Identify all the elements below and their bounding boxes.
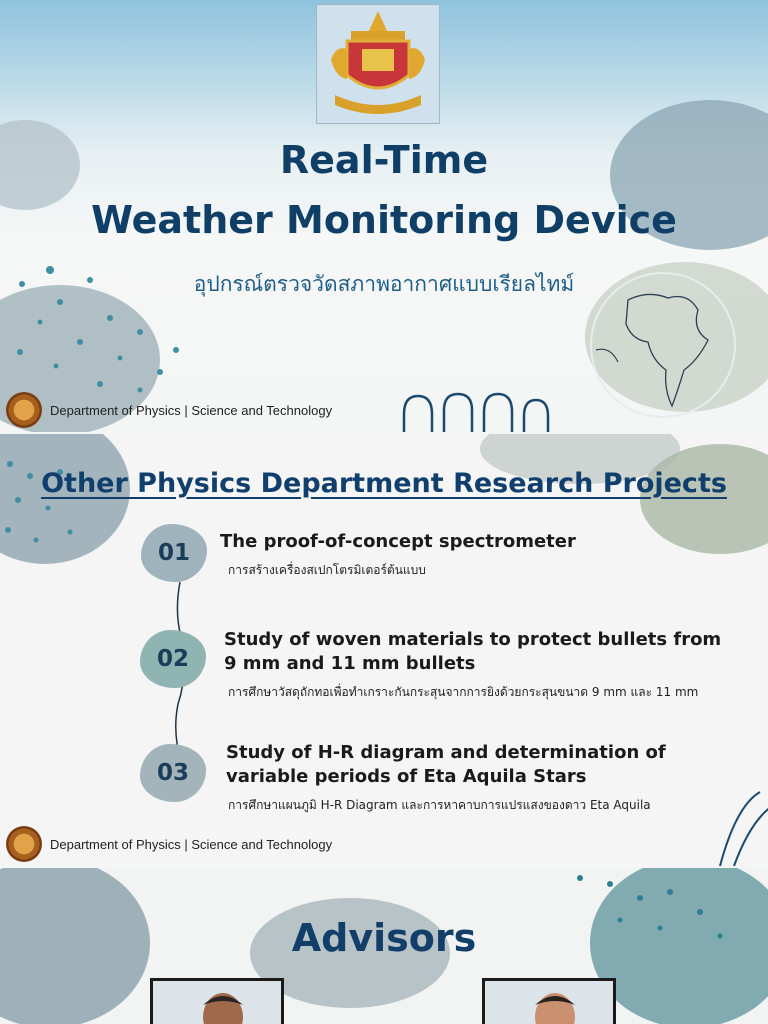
project-number-03: 03 — [140, 744, 206, 802]
title-slide — [0, 0, 768, 432]
projects-slide — [0, 434, 768, 866]
wave-decoration — [400, 392, 570, 432]
advisor-photo-1 — [150, 978, 284, 1024]
section-heading: Other Physics Department Research Projects — [41, 468, 727, 499]
title-line-1: Real-Time — [279, 138, 489, 182]
project-title-2-line-2: 9 mm and 11 mm bullets — [224, 653, 476, 674]
project-subtitle-3: การศึกษาแผนภูมิ H-R Diagram และการหาคาบการแปรแสงของดาว Eta Aquila — [228, 798, 651, 812]
subtitle-thai: อุปกรณ์ตรวจวัดสภาพอากาศแบบเรียลไทม์ — [193, 272, 575, 296]
project-title-3-line-1: Study of H-R diagram and determination of — [226, 742, 666, 763]
wave-decoration — [716, 786, 768, 866]
department-footer — [6, 826, 332, 862]
project-subtitle-2: การศึกษาวัสดุถักทอเพื่อทำเกราะกันกระสุนจากการยิงด้วยกระสุนขนาด 9 mm และ 11 mm — [228, 685, 699, 699]
footer-text: Department of Physics | Science and Technology — [50, 836, 333, 852]
faculty-seal-icon — [6, 392, 42, 428]
department-footer — [6, 392, 332, 428]
footer-text: Department of Physics | Science and Technology — [50, 402, 333, 418]
project-title-3-line-2: variable periods of Eta Aquila Stars — [226, 766, 587, 787]
title-line-2: Weather Monitoring Device — [91, 198, 677, 242]
advisor-photo-2 — [482, 978, 616, 1024]
project-number-01: 01 — [141, 524, 207, 582]
project-number-02: 02 — [140, 630, 206, 688]
project-title-2-line-1: Study of woven materials to protect bullets from — [224, 629, 722, 650]
project-title-1: The proof-of-concept spectrometer — [220, 531, 576, 552]
advisors-slide — [0, 868, 768, 1024]
dots-decoration — [0, 444, 100, 564]
project-subtitle-1: การสร้างเครื่องสเปกโตรมิเตอร์ต้นแบบ — [228, 563, 426, 577]
advisors-heading: Advisors — [291, 916, 477, 960]
faculty-seal-icon — [6, 826, 42, 862]
university-crest — [316, 4, 440, 124]
